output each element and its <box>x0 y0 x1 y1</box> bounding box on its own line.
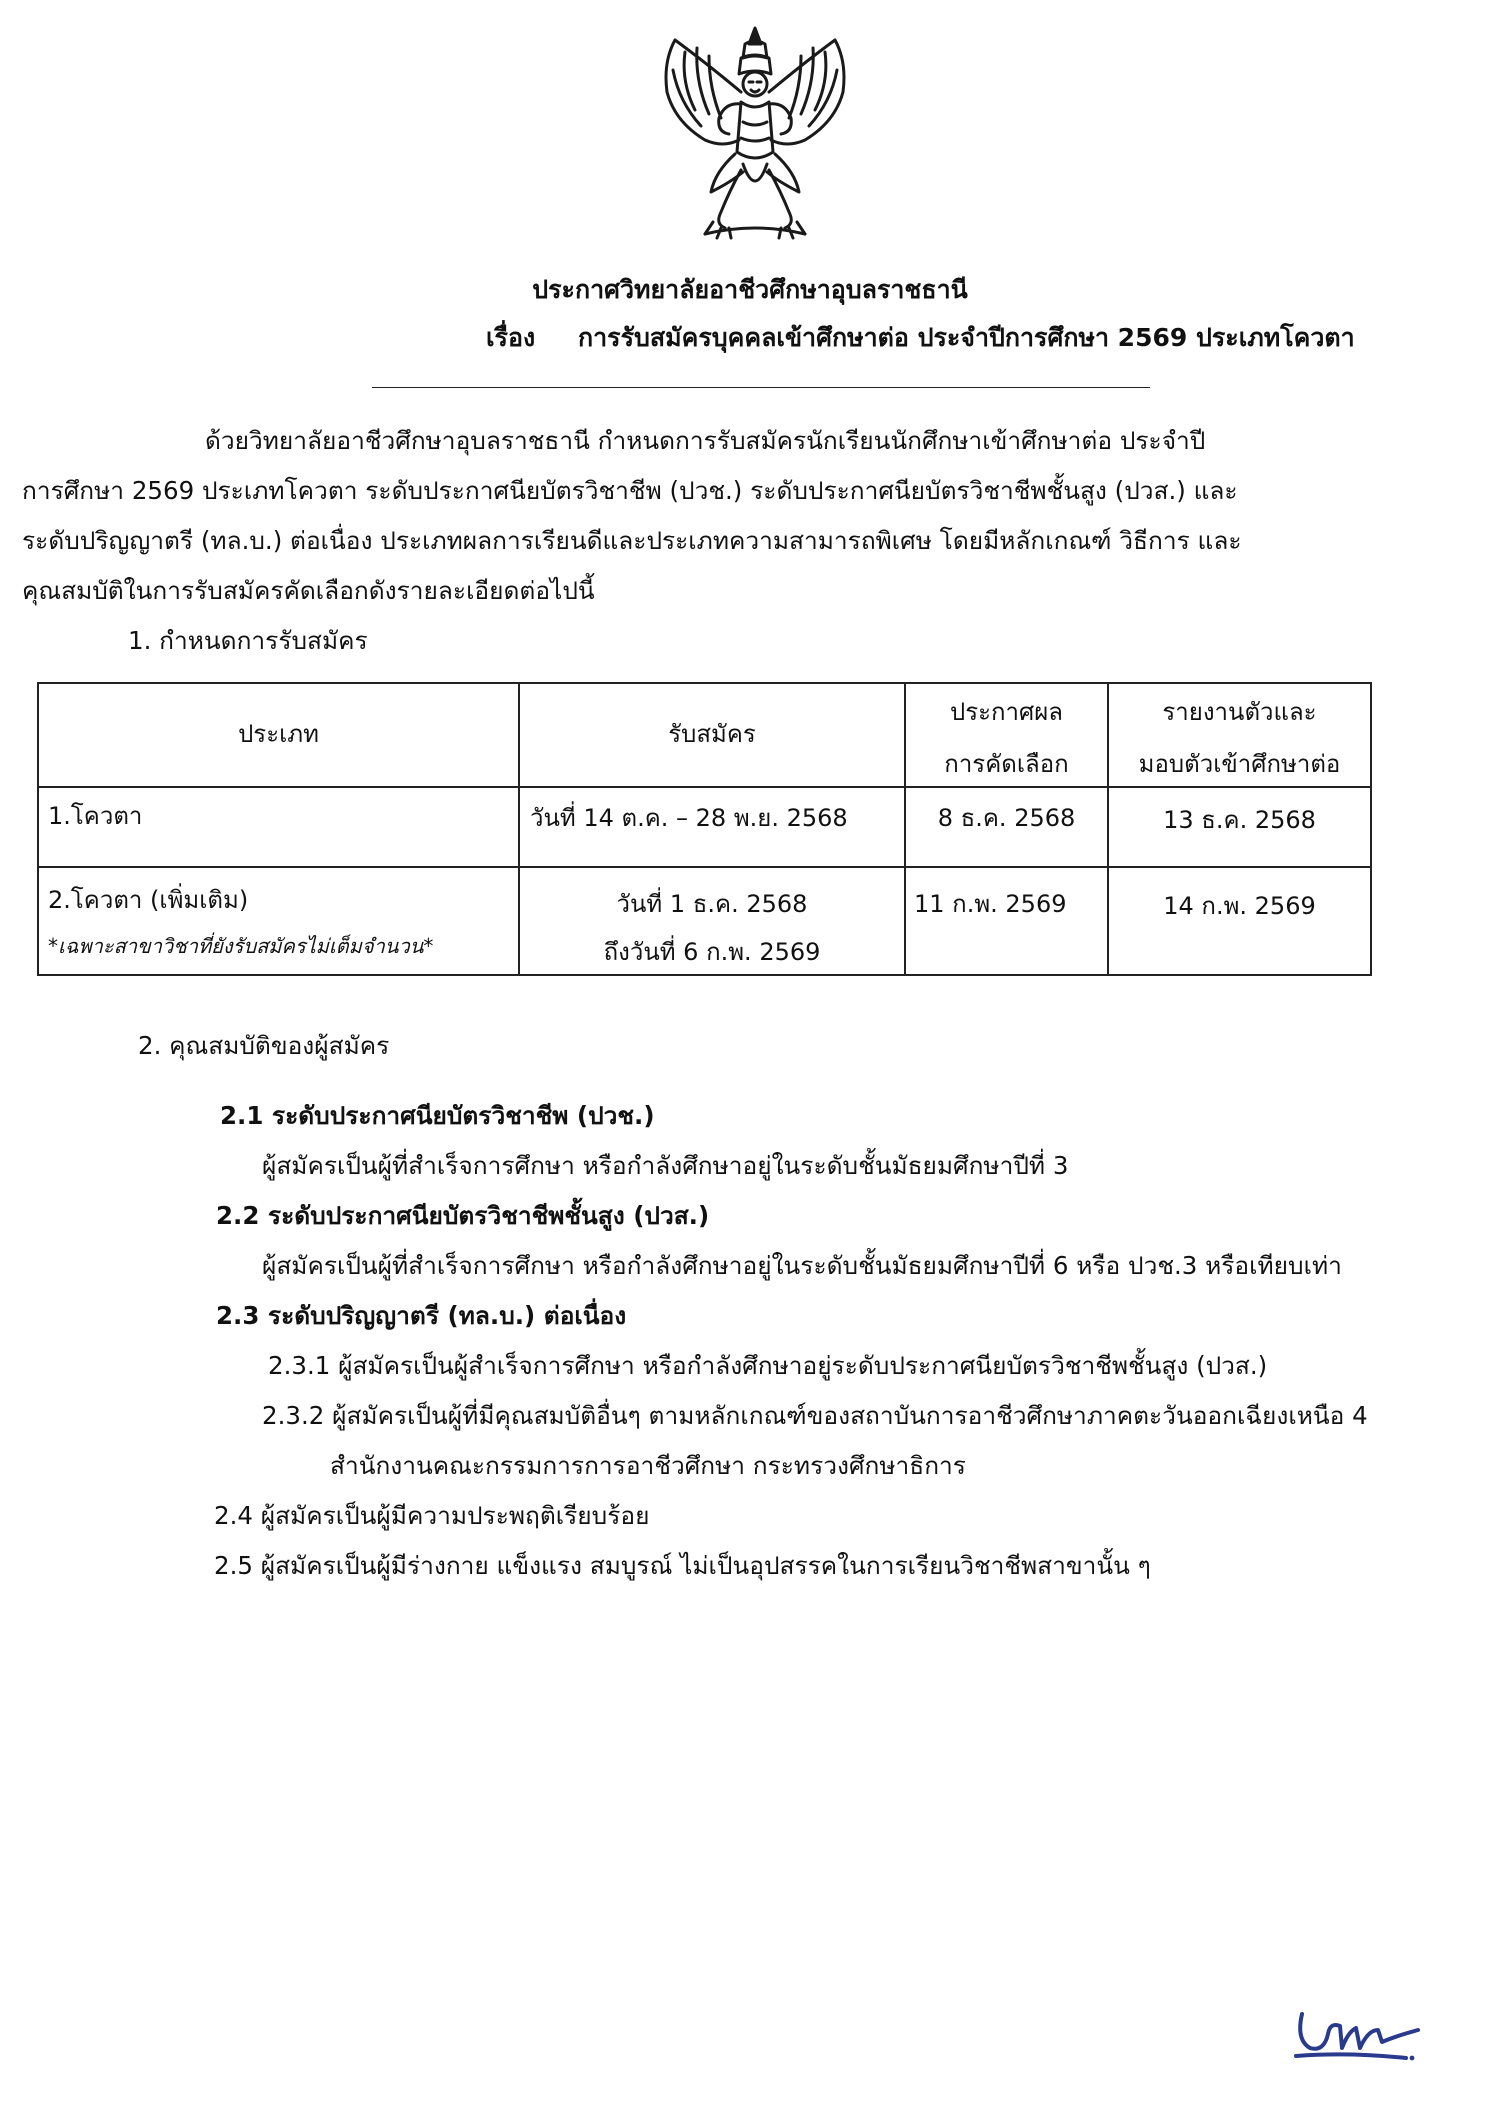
table-header-type: ประเภท <box>238 720 319 748</box>
section2-2-heading: 2.2 ระดับประกาศนียบัตรวิชาชีพชั้นสูง (ปวส.) <box>216 1201 710 1230</box>
table-header-report-2: มอบตัวเข้าศึกษาต่อ <box>1138 750 1341 778</box>
table-row-1-announce: 8 ธ.ค. 2568 <box>937 804 1076 832</box>
table-row-2-type: 2.โควตา (เพิ่มเติม) <box>48 886 249 914</box>
section2-3-2-text: 2.3.2 ผู้สมัครเป็นผู้ที่มีคุณสมบัติอื่นๆ ตามหลักเกณฑ์ของสถาบันการอาชีวศึกษาภาคตะวันออกเฉียงเหนือ 4 <box>262 1401 1368 1430</box>
table-row-2-apply: วันที่ 1 ธ.ค. 2568 <box>616 890 808 918</box>
intro-line-4: คุณสมบัติในการรับสมัครคัดเลือกดังรายละเอียดต่อไปนี้ <box>22 576 595 605</box>
intro-line-2: การศึกษา 2569 ประเภทโควตา ระดับประกาศนียบัตรวิชาชีพ (ปวช.) ระดับประกาศนียบัตรวิชาชีพชั้นสูง (ปวส.) และ <box>22 476 1238 505</box>
table-header-apply: รับสมัคร <box>668 720 756 748</box>
section2-3-1-text: 2.3.1 ผู้สมัครเป็นผู้สำเร็จการศึกษา หรือกำลังศึกษาอยู่ระดับประกาศนียบัตรวิชาชีพชั้นสูง (ปวส.) <box>268 1351 1268 1380</box>
table-row-2-note: *เฉพาะสาขาวิชาที่ยังรับสมัครไม่เต็มจำนวน* <box>48 934 434 958</box>
section2-5-text: 2.5 ผู้สมัครเป็นผู้มีร่างกาย แข็งแรง สมบูรณ์ ไม่เป็นอุปสรรคในการเรียนวิชาชีพสาขานั้น ๆ <box>214 1551 1151 1580</box>
section2-1-text: ผู้สมัครเป็นผู้ที่สำเร็จการศึกษา หรือกำลังศึกษาอยู่ในระดับชั้นมัธยมศึกษาปีที่ 3 <box>262 1151 1069 1180</box>
table-row-1-report: 13 ธ.ค. 2568 <box>1163 806 1316 834</box>
section2-heading: 2. คุณสมบัติของผู้สมัคร <box>138 1031 390 1060</box>
table-header-announce-2: การคัดเลือก <box>944 750 1069 778</box>
title-underline <box>372 387 1150 388</box>
table-row-1-apply: วันที่ 14 ต.ค. – 28 พ.ย. 2568 <box>530 804 848 832</box>
intro-line-1: ด้วยวิทยาลัยอาชีวศึกษาอุบลราชธานี กำหนดการรับสมัครนักเรียนนักศึกษาเข้าศึกษาต่อ ประจำปี <box>205 426 1206 455</box>
section1-heading: 1. กำหนดการรับสมัคร <box>128 626 368 655</box>
table-row-1-type: 1.โควตา <box>48 802 143 830</box>
garuda-emblem-icon <box>645 22 865 244</box>
subject-label: เรื่อง <box>486 323 536 352</box>
table-header-announce: ประกาศผล <box>949 698 1064 726</box>
document-title: ประกาศวิทยาลัยอาชีวศึกษาอุบลราชธานี <box>532 275 968 304</box>
section2-3-heading: 2.3 ระดับปริญญาตรี (ทล.บ.) ต่อเนื่อง <box>216 1301 627 1330</box>
table-row-2-report: 14 ก.พ. 2569 <box>1163 892 1316 920</box>
section2-1-heading: 2.1 ระดับประกาศนียบัตรวิชาชีพ (ปวช.) <box>220 1101 655 1130</box>
table-row-2-apply-2: ถึงวันที่ 6 ก.พ. 2569 <box>603 938 821 966</box>
section2-4-text: 2.4 ผู้สมัครเป็นผู้มีความประพฤติเรียบร้อย <box>214 1501 650 1530</box>
handwritten-signature-icon <box>1288 1996 1438 2068</box>
intro-line-3: ระดับปริญญาตรี (ทล.บ.) ต่อเนื่อง ประเภทผลการเรียนดีและประเภทความสามารถพิเศษ โดยมีหลักเกณฑ์ วิธีการ และ <box>22 526 1242 555</box>
document-subject: การรับสมัครบุคคลเข้าศึกษาต่อ ประจำปีการศึกษา 2569 ประเภทโควตา <box>578 323 1355 352</box>
section2-3-2-text-cont: สำนักงานคณะกรรมการการอาชีวศึกษา กระทรวงศึกษาธิการ <box>330 1451 966 1480</box>
table-header-report: รายงานตัวและ <box>1162 698 1317 726</box>
section2-2-text: ผู้สมัครเป็นผู้ที่สำเร็จการศึกษา หรือกำลังศึกษาอยู่ในระดับชั้นมัธยมศึกษาปีที่ 6 หรือ ปวช.3 หรือเทียบเท่า <box>262 1251 1342 1280</box>
table-row-2-announce: 11 ก.พ. 2569 <box>914 890 1067 918</box>
